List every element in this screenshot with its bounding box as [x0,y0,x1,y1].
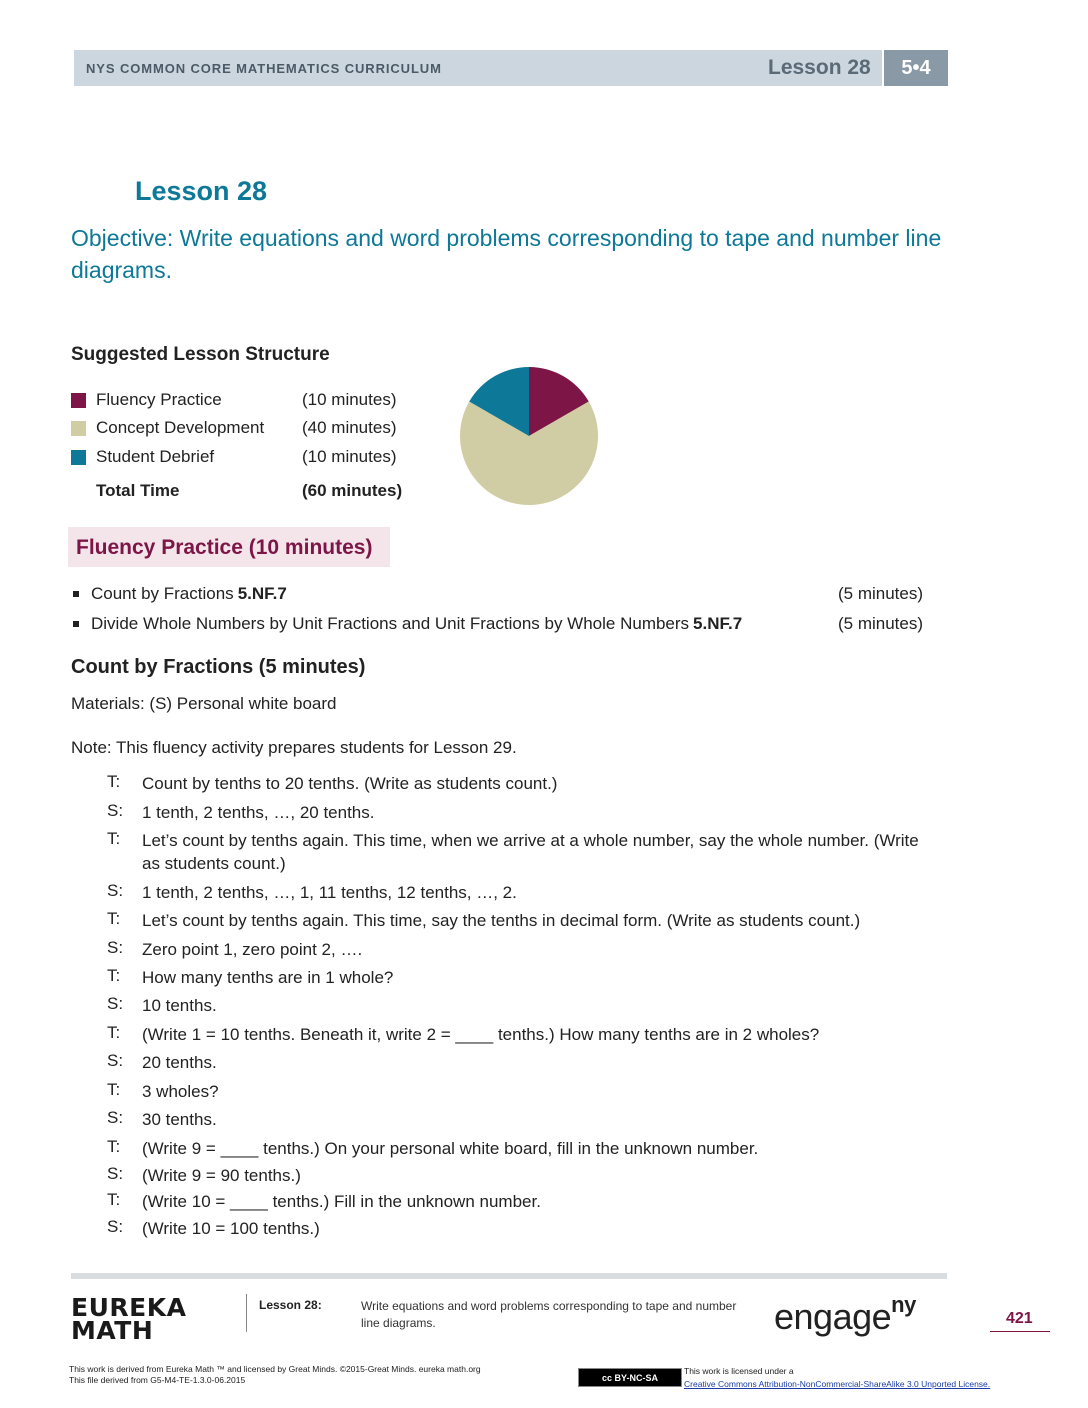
license-text: This work is licensed under a [684,1366,794,1376]
dialogue-text: 10 tenths. [142,996,217,1015]
dialogue-text: Count by tenths to 20 tenths. (Write as students count.) [142,774,558,793]
speaker-label: T: [107,1023,121,1042]
legend-swatch [71,393,86,408]
dialogue-text: (Write 9 = 90 tenths.) [142,1166,301,1185]
legend-label: Fluency Practice [96,390,222,409]
dialogue-text: (Write 10 = ____ tenths.) Fill in the unknown number. [142,1192,541,1211]
dialogue-text: 1 tenth, 2 tenths, …, 20 tenths. [142,803,375,822]
legend-swatch [71,450,86,465]
bullet-text: Divide Whole Numbers by Unit Fractions and Unit Fractions by Whole Numbers [91,614,690,633]
total-time-row [71,478,402,504]
speaker-label: T: [107,772,121,791]
dialogue-text: 30 tenths. [142,1110,217,1129]
curriculum-label: NYS COMMON CORE MATHEMATICS CURRICULUM [86,61,442,76]
cc-license-badge: cc BY-NC-SA [578,1368,682,1387]
dialogue-text: (Write 1 = 10 tenths. Beneath it, write 2 = ____ tenths.) How many tenths are in 2 wholes? [142,1025,820,1044]
speaker-label: S: [107,1108,124,1127]
legend-row-concept [71,415,396,441]
total-label: Total Time [96,481,180,500]
speaker-label: S: [107,994,124,1013]
fluency-bullet [71,614,742,634]
speaker-label: T: [107,966,121,985]
lesson-title: Lesson 28 [135,176,268,206]
speaker-label: T: [107,829,121,848]
page-number-rule [990,1331,1050,1332]
page-number: 421 [1006,1310,1033,1327]
materials-line: Materials: (S) Personal white board [71,694,337,713]
dialogue-text: 1 tenth, 2 tenths, …, 1, 11 tenths, 12 tenths, …, 2. [142,883,517,902]
dialogue-text: Let’s count by tenths again. This time, say the tenths in decimal form. (Write as students count.) [142,911,861,930]
dialogue-text: (Write 10 = 100 tenths.) [142,1219,320,1238]
bullet-minutes: (5 minutes) [838,584,924,603]
legend-minutes: (10 minutes) [302,447,397,466]
objective: Objective: Write equations and word problems corresponding to tape and number line diagrams. [71,225,942,283]
speaker-label: T: [107,1080,121,1099]
bullet-text: Count by Fractions [91,584,234,603]
dialogue-text: (Write 9 = ____ tenths.) On your personal white board, fill in the unknown number. [142,1139,759,1158]
engageny-logo: engage$^{ny}$ [774,1292,916,1337]
speaker-label: S: [107,1164,124,1183]
module-badge: 5•4 [884,50,948,86]
speaker-label: S: [107,1051,124,1070]
legend-row-debrief [71,444,396,470]
header-lesson: Lesson 28 [768,56,871,79]
speaker-label: S: [107,801,124,820]
bullet-standard: 5.NF.7 [693,614,743,633]
speaker-label: T: [107,1137,121,1156]
legend-row-fluency [71,387,396,413]
dialogue-text: 3 wholes? [142,1082,219,1101]
total-minutes: (60 minutes) [302,481,403,500]
legend-minutes: (40 minutes) [302,418,397,437]
eureka-math-logo: EUREKA MATH [71,1293,187,1345]
count-by-fractions-heading: Count by Fractions (5 minutes) [71,656,366,678]
dialogue-text: Let’s count by tenths again. This time, when we arrive at a whole number, say the whole number. (Write as students count.) [142,831,919,873]
dialogue-text: How many tenths are in 1 whole? [142,968,394,987]
footer-rule [71,1273,947,1279]
legend-minutes: (10 minutes) [302,390,397,409]
license-link[interactable]: Creative Commons Attribution-NonCommercial-ShareAlike 3.0 Unported License. [684,1379,991,1389]
footer-lesson-label: Lesson 28: [259,1298,322,1312]
derivation-notice: This work is derived from Eureka Math ™ and licensed by Great Minds. ©2015-Great Minds. eureka math.org This file derived from G5-M4-TE-1.3.0-06.2015 [69,1364,481,1385]
bullet-icon [73,621,79,627]
footer-description: Write equations and word problems corresponding to tape and number line diagrams. [361,1299,737,1330]
legend-swatch [71,421,86,436]
bullet-icon [73,591,79,597]
dialogue-text: Zero point 1, zero point 2, …. [142,940,363,959]
lesson-structure-pie-chart [458,365,600,507]
legend-label: Student Debrief [96,447,215,466]
fluency-heading: Fluency Practice (10 minutes) [76,536,373,559]
fluency-bullet [71,584,287,604]
note-line: Note: This fluency activity prepares students for Lesson 29. [71,738,517,757]
bullet-minutes: (5 minutes) [838,614,924,633]
speaker-label: S: [107,1217,124,1236]
bullet-standard: 5.NF.7 [237,584,287,603]
structure-heading: Suggested Lesson Structure [71,344,330,365]
speaker-label: S: [107,938,124,957]
dialogue-text: 20 tenths. [142,1053,217,1072]
speaker-label: T: [107,1190,121,1209]
legend-label: Concept Development [96,418,265,437]
speaker-label: T: [107,909,121,928]
speaker-label: S: [107,881,124,900]
footer-divider [246,1294,247,1332]
